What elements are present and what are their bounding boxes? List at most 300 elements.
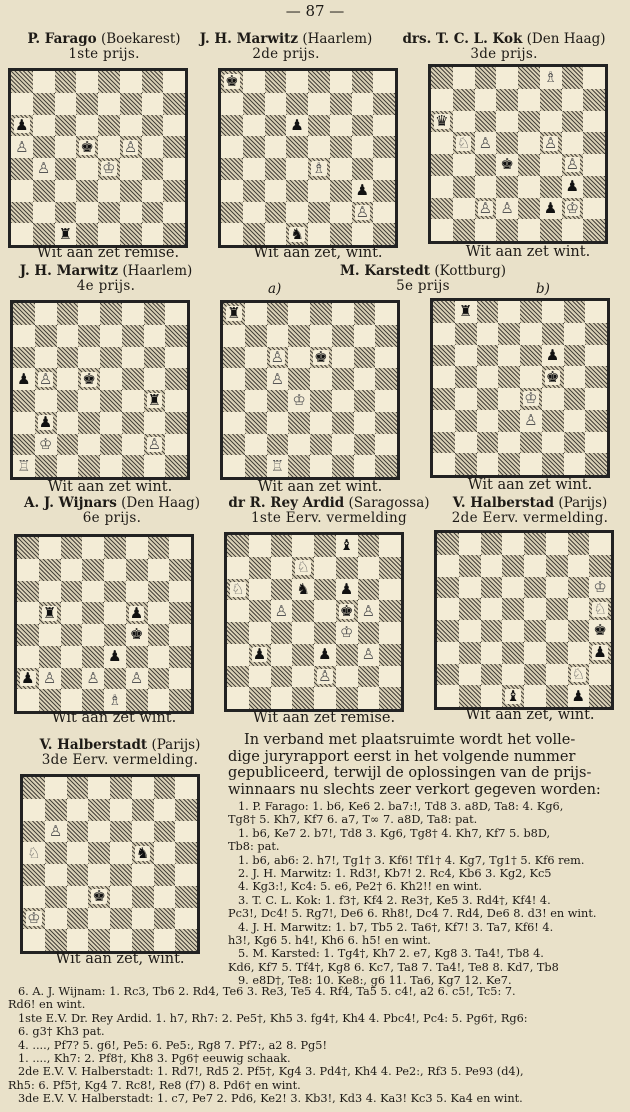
square-e7 [524,555,546,577]
white-pawn-icon: ♙ [524,411,538,430]
square-e7 [98,93,120,115]
square-d2 [286,202,308,224]
white-king-icon: ♔ [339,623,354,642]
square-d2 [502,664,524,686]
solution-line: 1. b6, ab6: 2. h7!, Tg1† 3. Kf6! Tf1† 4. Kg7, Tg1† 5. Kf6 rem. [238,853,585,867]
white-king-icon: ♔ [38,434,53,453]
square-b8 [249,535,271,557]
white-pawn-icon: ♙ [270,347,285,366]
prize-p2: 2de prijs. [252,46,320,62]
square-c8 [481,533,503,555]
square-g8 [352,71,374,93]
square-b7 [455,323,477,345]
square-a4 [437,620,459,642]
white-king-icon: ♔ [27,908,41,927]
square-c7 [57,325,79,347]
square-b8 [459,533,481,555]
square-e5 [104,602,126,624]
square-h8 [589,533,611,555]
square-c6 [57,347,79,369]
para-line: dige juryrapport eerst in het volgende nummer [228,748,576,765]
square-a6 [227,579,249,601]
square-a7 [13,325,35,347]
square-c8 [67,777,89,799]
square-e3 [308,180,330,202]
caption-p5b: Wit aan zet wint. [467,477,593,493]
square-h8 [175,777,197,799]
white-pawn-icon: ♙ [355,202,370,221]
square-g1 [352,223,374,245]
square-g6 [358,579,380,601]
solution-line: 2. J. H. Marwitz: 1. Rd3!, Kb7! 2. Rc4, Kb6 3. Kg2, Kc5 [238,867,552,881]
square-c8 [271,535,293,557]
square-h2 [379,666,401,688]
caption-p5a: Wit aan zet wint. [257,479,383,495]
square-e6 [110,821,132,843]
white-pawn-icon: ♙ [318,666,332,685]
square-h1 [175,929,197,951]
square-e2 [104,668,126,690]
square-a3 [431,176,453,198]
square-d8 [286,71,308,93]
square-g2 [564,432,586,454]
white-pawn-icon: ♙ [565,155,580,174]
square-d5 [78,368,100,390]
square-h3 [583,176,605,198]
solution-line: 6. A. J. Wijnam: 1. Rc3, Tb6 2. Rd4, Te6 3. Re3, Te5 4. Rf4, Ta5 5. c4!, a2 6. c5!, Tc5: 7. [18,985,516,998]
square-g6 [354,347,376,369]
solution-line: Tb8: pat. [228,840,280,854]
square-g4 [562,154,584,176]
square-d3 [286,180,308,202]
chessboard-p5a [220,300,400,480]
square-c4 [267,390,289,412]
square-g5 [148,602,170,624]
square-b7 [45,799,67,821]
square-f1 [122,455,144,477]
square-d7 [82,559,104,581]
square-h2 [169,668,191,690]
square-e4 [98,158,120,180]
place-p4: (Haarlem) [122,263,193,279]
square-f3 [122,412,144,434]
square-d6 [88,821,110,843]
square-g8 [142,71,164,93]
square-g8 [564,301,586,323]
square-c1 [267,455,289,477]
square-d1 [76,223,98,245]
square-g5 [142,136,164,158]
square-g2 [568,664,590,686]
square-c5 [267,368,289,390]
square-f8 [332,303,354,325]
square-f3 [126,646,148,668]
square-b2 [33,202,55,224]
square-a1 [433,453,455,475]
caption-p4: Wit aan zet wint. [47,479,173,495]
square-a7 [23,799,45,821]
prize-p3: 3de prijs. [470,46,538,62]
square-e8 [314,535,336,557]
square-b1 [455,453,477,475]
square-c7 [271,557,293,579]
square-e1 [104,689,126,711]
square-f5 [542,366,564,388]
square-b4 [45,864,67,886]
solution-line: 9. e8D†, Te8: 10. Ke8:, g6 11. Ta6, Kg7 12. Ke7. [238,974,512,988]
square-f4 [336,622,358,644]
square-f5 [126,602,148,624]
square-f2 [122,434,144,456]
square-f2 [132,908,154,930]
square-f3 [542,410,564,432]
author-p6: A. J. Wijnars [24,495,117,511]
square-g4 [564,388,586,410]
square-c4 [57,390,79,412]
square-c3 [265,180,287,202]
square-d4 [82,624,104,646]
square-c1 [477,453,499,475]
square-c5 [477,366,499,388]
black-king-icon: ♚ [225,72,239,91]
square-d8 [78,303,100,325]
caption-p9: Wit aan zet, wint. [55,951,185,967]
square-h5 [163,136,185,158]
square-a3 [437,642,459,664]
square-e1 [314,687,336,709]
square-d6 [78,347,100,369]
white-pawn-icon: ♙ [361,601,376,620]
square-h2 [373,202,395,224]
square-d1 [498,453,520,475]
square-b4 [245,390,267,412]
solution-line: Rh5: 6. Pf5†, Kg4 7. Rc8!, Re8 (f7) 8. Pd6† en wint. [8,1078,301,1092]
square-d2 [292,666,314,688]
square-e6 [100,347,122,369]
square-c2 [55,202,77,224]
square-e8 [308,71,330,93]
square-b7 [249,557,271,579]
square-a6 [431,111,453,133]
chessboard-p1 [8,68,188,248]
square-e3 [518,176,540,198]
square-d3 [496,176,518,198]
black-pawn-icon: ♟ [565,177,580,196]
square-d3 [292,644,314,666]
square-a2 [221,202,243,224]
square-a8 [431,67,453,89]
square-h3 [373,180,395,202]
black-pawn-icon: ♟ [290,115,304,134]
white-pawn-icon: ♙ [48,821,63,840]
black-pawn-icon: ♟ [543,198,558,217]
square-g2 [354,434,376,456]
place-p2: (Haarlem) [302,31,373,47]
square-c1 [57,455,79,477]
square-b7 [459,555,481,577]
square-e1 [524,685,546,707]
square-g5 [354,368,376,390]
square-h7 [379,557,401,579]
square-h2 [175,908,197,930]
chessboard-p4 [10,300,190,480]
author-p4: J. H. Marwitz [19,263,119,279]
square-a8 [223,303,245,325]
square-a5 [433,366,455,388]
solution-line: 1. P. Farago: 1. b6, Ke6 2. ba7:!, Td8 3. a8D, Ta8: 4. Kg6, [238,800,564,813]
square-a4 [227,622,249,644]
black-pawn-icon: ♟ [318,645,332,664]
square-f1 [542,453,564,475]
square-c3 [477,410,499,432]
white-pawn-icon: ♙ [478,198,493,217]
square-b8 [455,301,477,323]
square-d6 [76,115,98,137]
white-pawn-icon: ♙ [478,133,493,152]
square-b6 [459,577,481,599]
square-d6 [82,581,104,603]
square-d3 [502,642,524,664]
square-c2 [267,434,289,456]
square-b4 [35,390,57,412]
square-c5 [475,132,497,154]
square-b2 [249,666,271,688]
solution-line: 4. ...., Pf7? 5. g6!, Pe5: 6. Pe5:, Rg8 7. Pf7:, a2 8. Pg5! [18,1038,328,1052]
square-a7 [437,555,459,577]
square-c7 [61,559,83,581]
square-b1 [45,929,67,951]
square-g4 [142,158,164,180]
prize-p4: 4e prijs. [76,278,136,294]
square-b6 [33,115,55,137]
square-a8 [11,71,33,93]
square-f7 [546,555,568,577]
square-f2 [126,668,148,690]
header-p1 [6,32,202,62]
square-f6 [330,115,352,137]
square-d2 [88,908,110,930]
square-g3 [568,642,590,664]
square-a5 [221,136,243,158]
square-f7 [330,93,352,115]
square-d7 [292,557,314,579]
square-c2 [477,432,499,454]
black-king-icon: ♚ [129,625,144,644]
square-c3 [67,886,89,908]
black-rook-icon: ♜ [42,603,57,622]
chessboard-p6 [14,534,194,714]
black-pawn-icon: ♟ [355,181,370,200]
square-c8 [57,303,79,325]
square-a3 [17,646,39,668]
square-e5 [524,598,546,620]
square-g2 [358,666,380,688]
square-g6 [568,577,590,599]
square-h4 [585,388,607,410]
square-f1 [132,929,154,951]
square-h1 [589,685,611,707]
solution-line: Pc3!, Dc4! 5. Rg7!, De6 6. Rh8!, Dc4 7. Rd4, De6 8. d3! en wint. [228,907,597,921]
square-f2 [336,666,358,688]
square-h1 [379,687,401,709]
header-p7 [216,496,442,526]
square-h7 [175,799,197,821]
square-d8 [288,303,310,325]
square-b8 [243,71,265,93]
square-e1 [520,453,542,475]
square-b3 [249,644,271,666]
square-h4 [165,390,187,412]
solution-line: 1. ...., Kh7: 2. Pf8†, Kh8 3. Pg6† eeuwig schaak. [18,1052,291,1066]
square-a3 [227,644,249,666]
square-c2 [481,664,503,686]
square-a1 [17,689,39,711]
square-g8 [562,67,584,89]
black-knight-icon: ♞ [296,579,310,598]
square-a8 [23,777,45,799]
square-a4 [431,154,453,176]
square-h5 [373,136,395,158]
black-king-icon: ♚ [339,601,354,620]
square-h1 [373,223,395,245]
square-e1 [308,223,330,245]
square-f7 [126,559,148,581]
square-e6 [520,345,542,367]
square-a4 [433,388,455,410]
square-h3 [165,412,187,434]
square-e4 [518,154,540,176]
header-p4 [6,264,206,294]
square-f4 [542,388,564,410]
square-c7 [67,799,89,821]
square-a6 [13,347,35,369]
square-d2 [78,434,100,456]
black-pawn-icon: ♟ [339,579,354,598]
square-d8 [76,71,98,93]
black-pawn-icon: ♟ [545,345,560,364]
author-p8: V. Halberstad [452,495,555,511]
square-f7 [122,325,144,347]
square-f2 [120,202,142,224]
square-h7 [589,555,611,577]
square-e7 [100,325,122,347]
square-e6 [308,115,330,137]
square-e3 [110,886,132,908]
square-f1 [120,223,142,245]
para-line: gepubliceerd, terwijl de oplossingen van de prijs- [228,765,592,781]
square-a6 [433,345,455,367]
square-e2 [520,432,542,454]
square-a2 [227,666,249,688]
square-a4 [23,864,45,886]
square-h2 [375,434,397,456]
square-d8 [502,533,524,555]
square-d4 [78,390,100,412]
square-h4 [379,622,401,644]
intro-paragraph [228,732,624,798]
square-g4 [154,864,176,886]
square-e7 [110,799,132,821]
square-b1 [249,687,271,709]
square-f8 [542,301,564,323]
square-b3 [33,180,55,202]
square-a5 [437,598,459,620]
square-b7 [33,93,55,115]
square-f8 [540,67,562,89]
square-g8 [568,533,590,555]
square-a1 [11,223,33,245]
caption-p1: Wit aan zet remise. [36,245,180,261]
square-b3 [45,886,67,908]
black-pawn-icon: ♟ [571,686,586,705]
author-p3: drs. T. C. L. Kok [402,31,523,47]
square-d3 [76,180,98,202]
square-f5 [546,598,568,620]
square-h3 [375,412,397,434]
square-d7 [78,325,100,347]
black-knight-icon: ♞ [290,224,304,243]
square-e6 [314,579,336,601]
square-a1 [221,223,243,245]
square-b1 [35,455,57,477]
square-a2 [433,432,455,454]
black-queen-icon: ♛ [435,111,449,130]
square-c2 [271,666,293,688]
solution-line: 3. T. C. L. Kok: 1. f3†, Kf4 2. Re3†, Ke5 3. Rd4†, Kf4! 4. [238,893,551,907]
square-g7 [148,559,170,581]
square-d5 [76,136,98,158]
square-g3 [144,412,166,434]
square-d6 [496,111,518,133]
square-b4 [455,388,477,410]
square-h3 [585,410,607,432]
square-c6 [55,115,77,137]
square-c1 [475,219,497,241]
square-d6 [502,577,524,599]
square-b5 [35,368,57,390]
square-h2 [585,432,607,454]
square-e5 [314,600,336,622]
white-pawn-icon: ♙ [36,159,51,178]
square-d8 [88,777,110,799]
square-d4 [88,864,110,886]
square-f4 [546,620,568,642]
square-f3 [546,642,568,664]
square-a3 [23,886,45,908]
square-e2 [314,666,336,688]
square-c2 [61,668,83,690]
square-b3 [39,646,61,668]
square-e8 [104,537,126,559]
square-a6 [17,581,39,603]
square-h8 [585,301,607,323]
square-d6 [288,347,310,369]
square-a8 [17,537,39,559]
header-p2 [186,32,386,62]
square-b6 [453,111,475,133]
square-b5 [459,598,481,620]
square-f4 [330,158,352,180]
square-f6 [126,581,148,603]
white-pawn-icon: ♙ [129,668,144,687]
square-a2 [431,198,453,220]
square-e8 [100,303,122,325]
square-b1 [243,223,265,245]
solution-line: 3de E.V. V. Halberstadt: 1. c7, Pe7 2. Pd6, Ke2! 3. Kb3!, Kd3 4. Ka3! Kc3 5. Ka4 en wint. [18,1092,523,1106]
square-f4 [132,864,154,886]
square-e4 [520,388,542,410]
square-a5 [227,600,249,622]
